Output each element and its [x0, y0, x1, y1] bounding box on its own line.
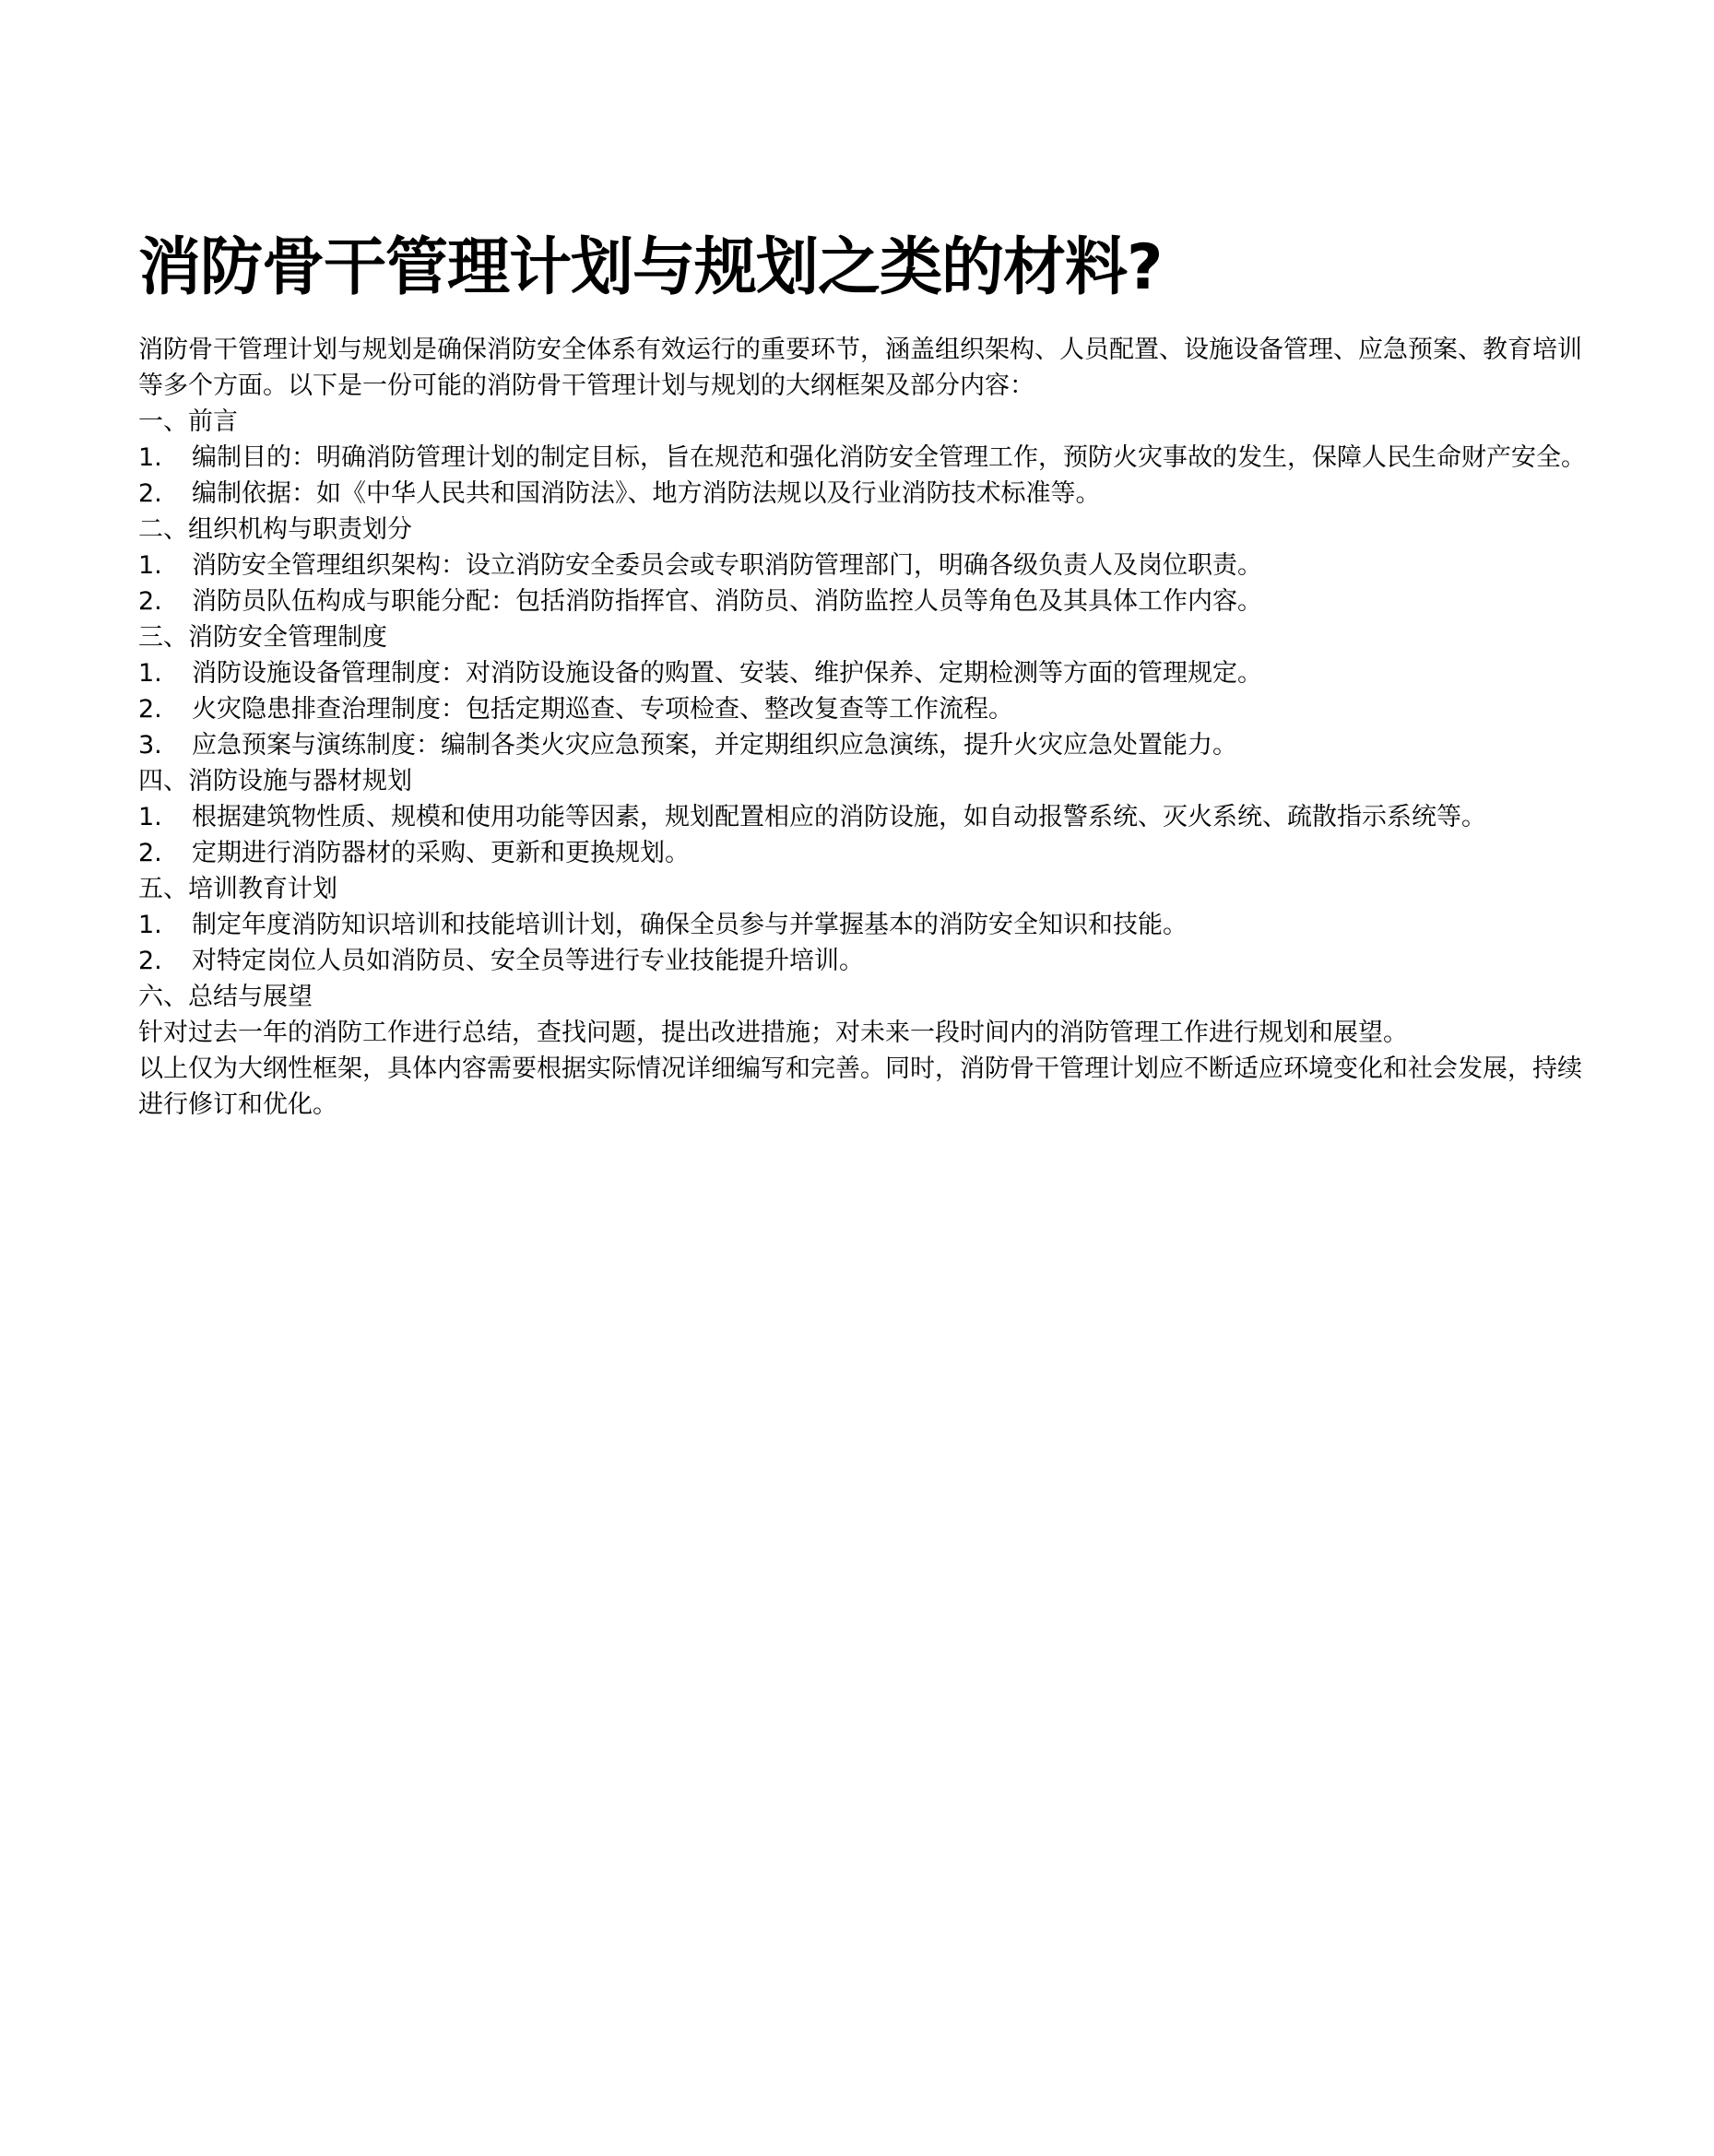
- intro-paragraph: 消防骨干管理计划与规划是确保消防安全体系有效运行的重要环节，涵盖组织架构、人员配置、设施设备管理、应急预案、教育培训等多个方面。以下是一份可能的消防骨干管理计划与规划的大纲框架及部分内容：: [138, 335, 1582, 400]
- document-title: 消防骨干管理计划与规划之类的材料?: [138, 231, 1163, 304]
- list-text: 火灾隐患排查治理制度：包括定期巡查、专项检查、整改复查等工作流程。: [192, 694, 1013, 724]
- list-text: 定期进行消防器材的采购、更新和更换规划。: [192, 838, 690, 867]
- summary-paragraph: 针对过去一年的消防工作进行总结，查找问题，提出改进措施；对未来一段时间内的消防管理工作进行规划和展望。: [138, 1018, 1408, 1047]
- list-item: [138, 655, 1595, 691]
- list-item: [138, 907, 1595, 943]
- list-item: [138, 476, 1595, 512]
- list-text: 制定年度消防知识培训和技能培训计划，确保全员参与并掌握基本的消防安全知识和技能。: [192, 910, 1188, 939]
- list-number: 1.: [138, 802, 162, 831]
- list-number: 3.: [138, 730, 162, 760]
- section-heading: 五、培训教育计划: [138, 874, 337, 903]
- section-heading: 一、前言: [138, 406, 238, 436]
- list-number: 1.: [138, 658, 162, 688]
- document-page: [138, 230, 1595, 1123]
- list-text: 对特定岗位人员如消防员、安全员等进行专业技能提升培训。: [192, 946, 864, 975]
- section-heading: 二、组织机构与职责划分: [138, 514, 412, 544]
- list-item: [138, 835, 1595, 871]
- list-item: [138, 440, 1595, 476]
- list-item: [138, 799, 1595, 835]
- list-number: 2.: [138, 586, 162, 616]
- list-text: 编制目的：明确消防管理计划的制定目标，旨在规范和强化消防安全管理工作，预防火灾事故的发生，保障人民生命财产安全。: [192, 442, 1586, 472]
- list-number: 1.: [138, 910, 162, 939]
- list-number: 2.: [138, 694, 162, 724]
- list-item: [138, 943, 1595, 979]
- list-item: [138, 583, 1595, 619]
- list-number: 2.: [138, 838, 162, 867]
- list-text: 应急预案与演练制度：编制各类火灾应急预案，并定期组织应急演练，提升火灾应急处置能力。: [192, 730, 1237, 760]
- list-number: 1.: [138, 442, 162, 472]
- list-text: 消防安全管理组织架构：设立消防安全委员会或专职消防管理部门，明确各级负责人及岗位职责。: [192, 550, 1262, 580]
- document-body: [138, 332, 1595, 1123]
- list-number: 1.: [138, 550, 162, 580]
- list-number: 2.: [138, 946, 162, 975]
- list-item: [138, 548, 1595, 583]
- closing-paragraph: 以上仅为大纲性框架，具体内容需要根据实际情况详细编写和完善。同时，消防骨干管理计划应不断适应环境变化和社会发展，持续进行修订和优化。: [138, 1054, 1582, 1119]
- list-number: 2.: [138, 478, 162, 508]
- list-text: 消防设施设备管理制度：对消防设施设备的购置、安装、维护保养、定期检测等方面的管理规定。: [192, 658, 1262, 688]
- section-heading: 三、消防安全管理制度: [138, 622, 387, 652]
- list-item: [138, 691, 1595, 727]
- section-heading: 六、总结与展望: [138, 982, 313, 1011]
- list-item: [138, 727, 1595, 763]
- section-heading: 四、消防设施与器材规划: [138, 766, 412, 795]
- list-text: 根据建筑物性质、规模和使用功能等因素，规划配置相应的消防设施，如自动报警系统、灭火系统、疏散指示系统等。: [192, 802, 1486, 831]
- list-text: 消防员队伍构成与职能分配：包括消防指挥官、消防员、消防监控人员等角色及其具体工作内容。: [192, 586, 1262, 616]
- list-text: 编制依据：如《中华人民共和国消防法》、地方消防法规以及行业消防技术标准等。: [192, 478, 1101, 508]
